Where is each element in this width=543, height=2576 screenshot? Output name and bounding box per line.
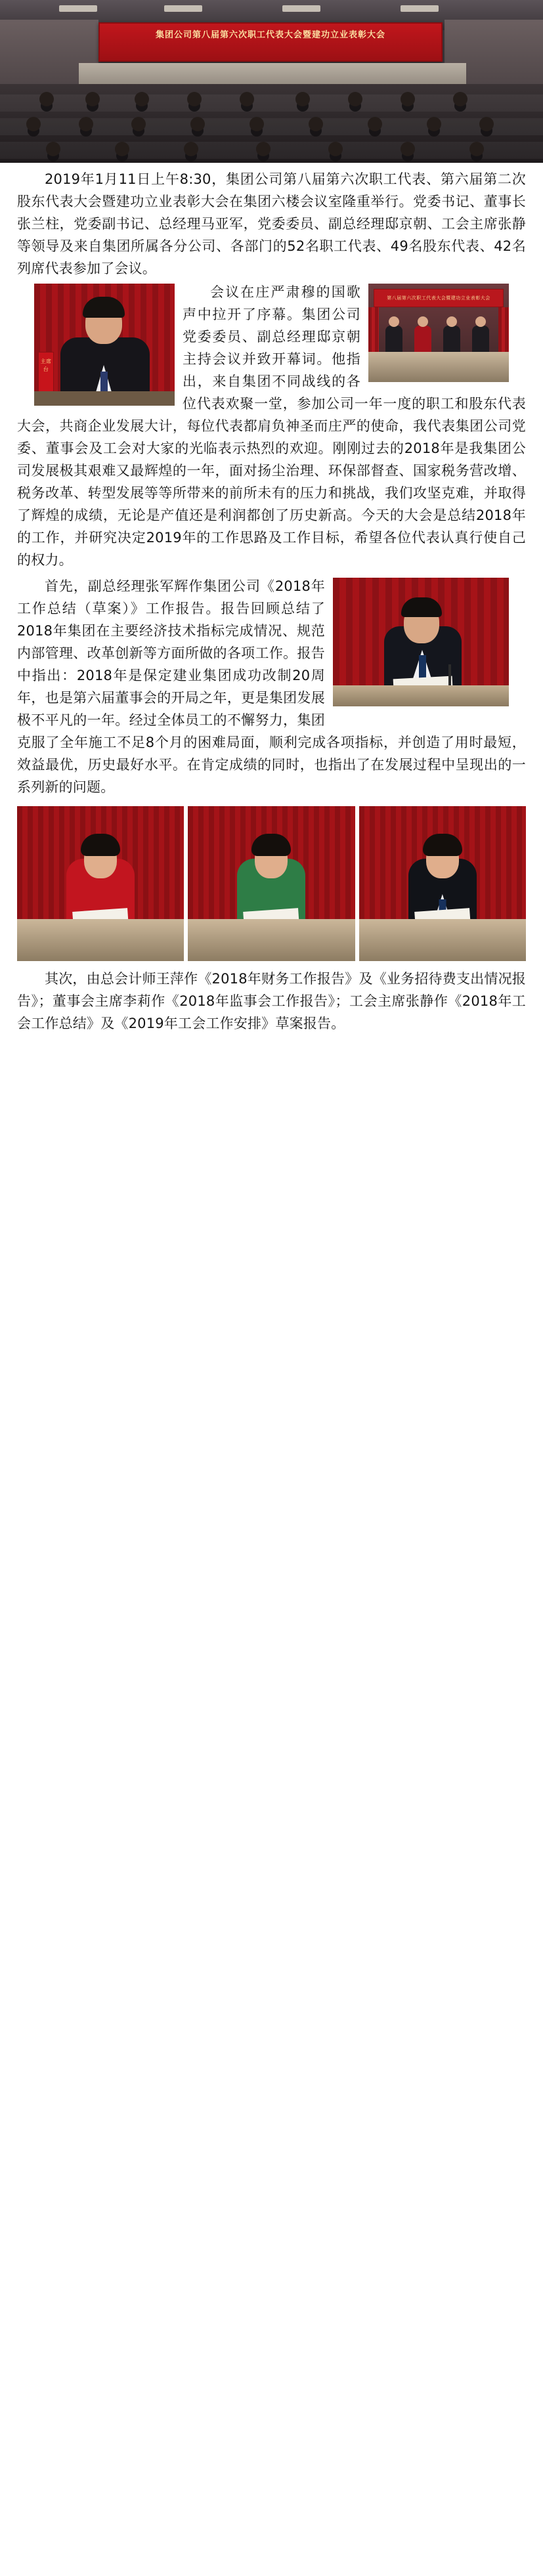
presidium-banner [374,289,504,307]
hall-banner-text: 集团公司第八届第六次职工代表大会暨建功立业表彰大会 [155,30,385,40]
paragraph-block-1 [0,168,543,280]
paragraph-3: 首先，副总经理张军辉作集团公司《2018年工作总结（草案）》工作报告。报告回顾总结了2018年集团在主要经济技术指标完成情况、规范内部管理、改革创新等方面所做的各项工作。报告中指出：2018年是保定建业集团成功改制20周年，也是第六届董事会的开局之年，更是集团发展极不平凡的一年。经过全体员工的不懈努力，集团克服了全年施工不足8个月的困难局面，顺利完成各项指标，并创造了用时最短，效益最优，历史最好水平。在肯定成绩的同时，也指出了在发展过程中呈现出的一系列新的问题。 [17,578,526,795]
report-photo-union-chair [359,806,526,961]
paragraph-1: 2019年1月11日上午8:30，集团公司第八届第六次职工代表、第六届第二次股东代表大会暨建功立业表彰大会在集团六楼会议室隆重举行。党委书记、董事长张兰柱，党委副书记、总经理马亚军，党委委员、副总经理邸京朝、工会主席张静等领导及来自集团所属各分公司、各部门的52名职工代表、49名股东代表、42名列席代表参加了会议。 [17,171,526,276]
ceiling-lamp [59,5,97,12]
ceiling-lamp [164,5,202,12]
ceiling-lamp [282,5,320,12]
seat-ribbon [38,352,54,394]
report-photo-supervisor [188,806,355,961]
paragraph-block-2 [0,281,543,572]
report-photo-row [0,802,543,962]
speaker-desk [34,391,175,406]
report-photo-accountant [17,806,184,961]
speaker-podium-photo [34,284,175,406]
paragraph-block-3 [0,575,543,800]
paragraph-4: 其次，由总会计师王萍作《2018年财务工作报告》及《业务招待费支出情况报告》；董事会主席李莉作《2018年监事会工作报告》；工会主席张静作《2018年工会工作总结》及《2019年工会工作安排》草案报告。 [17,971,526,1031]
ceiling-lamp [401,5,439,12]
presidium-photo [368,284,509,382]
hall-banner [98,22,443,62]
article-page [0,0,543,1045]
paragraph-block-4 [0,968,543,1035]
audience-area [0,84,543,163]
report-desk [333,685,509,706]
presidium-banner-text: 第八届第六次职工代表大会暨建功立业表彰大会 [387,295,490,301]
paragraph-2: 会议在庄严肃穆的国歌声中拉开了序幕。集团公司党委委员、副总经理邸京朝主持会议并致开幕词。他指出，来自集团不同战线的各位代表欢聚一堂，参加公司一年一度的职工和股东代表大会，共商企业发展大计，每位代表都肩负神圣而庄严的使命，我代表集团公司党委、董事会及工会对大家的光临表示热烈的欢迎。刚刚过去的2018年是我集团公司发展极其艰难又最辉煌的一年，面对扬尘治理、环保部督查、国家税务营改增、税务改革、转型发展等等所带来的前所未有的压力和挑战，我们攻坚克难，并取得了辉煌的成绩，无论是产值还是利润都创了历史新高。今天的大会是总结2018年的工作，并研究决定2019年的工作思路及工作目标，希望各位代表认真行使自己的权力。 [17,284,526,568]
seat-ribbon-text: 主席台 [40,358,52,372]
conference-hall-photo [0,0,543,163]
presidium-table [368,352,509,382]
work-report-photo [333,578,509,706]
